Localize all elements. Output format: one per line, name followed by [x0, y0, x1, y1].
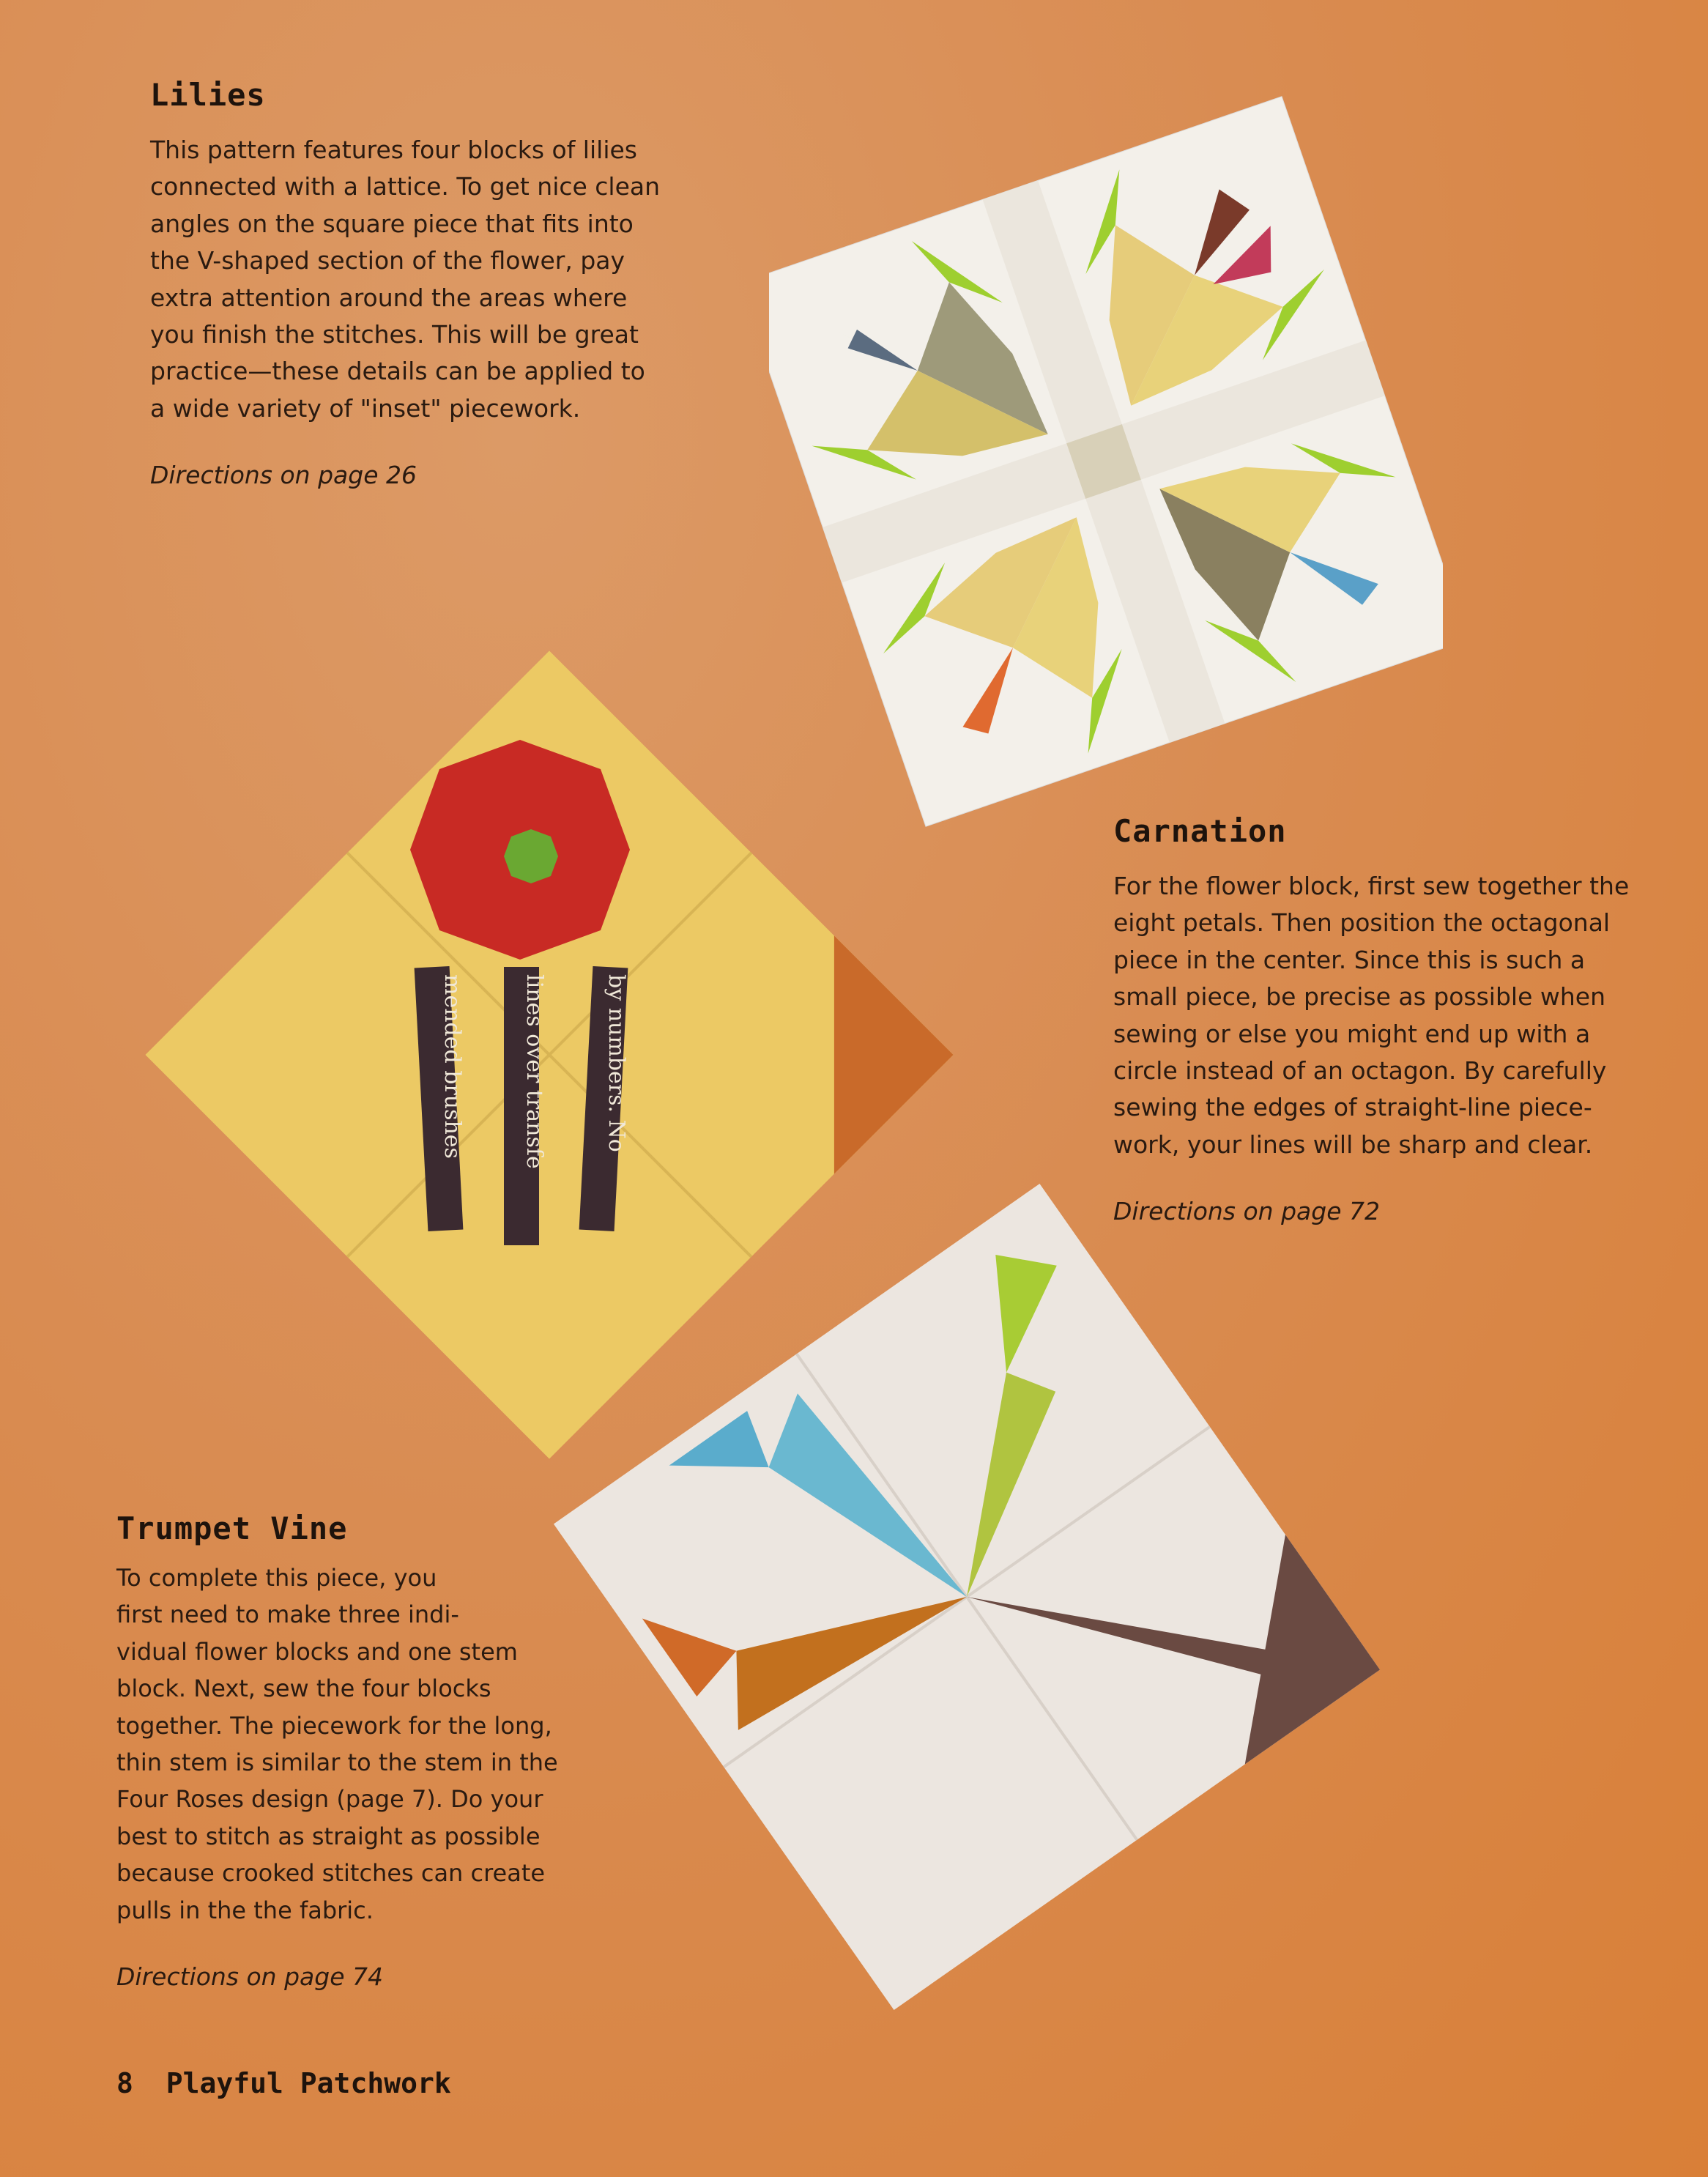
text-line: eight petals. Then position the octagonal: [1113, 908, 1611, 938]
text-line: thin stem is similar to the stem in the: [116, 1748, 558, 1777]
lilies-section: [150, 77, 660, 489]
trumpet-vine-section: [116, 1510, 558, 1991]
text-line: small piece, be precise as possible when: [1113, 982, 1605, 1012]
text-line: This pattern features four blocks of lilies: [150, 136, 637, 164]
text-line: connected with a lattice. To get nice clean: [150, 172, 661, 201]
text-line: pulls in the the fabric.: [116, 1896, 374, 1924]
text-line: piece in the center. Since this is such a: [1113, 945, 1586, 974]
lilies-directions: Directions on page 26: [150, 461, 417, 490]
text-line: because crooked stitches can create: [116, 1859, 546, 1888]
page-number: 8: [116, 2067, 133, 2099]
lilies-description: [150, 132, 660, 427]
trumpet-vine-heading: Trumpet Vine: [116, 1510, 348, 1546]
text-line: best to stitch as straight as possible: [116, 1822, 541, 1850]
text-line: a wide variety of "inset" piecework.: [150, 393, 581, 423]
text-line: block. Next, sew the four blocks: [116, 1675, 491, 1703]
carnation-directions: Directions on page 72: [1113, 1197, 1380, 1226]
text-line: practice—these details can be applied to: [150, 357, 645, 386]
text-line: work, your lines will be sharp and clear.: [1113, 1130, 1593, 1159]
text-line: the V-shaped section of the flower, pay: [150, 246, 625, 275]
text-line: sewing the edges of straight-line piece-: [1113, 1093, 1592, 1122]
text-line: For the flower block, first sew together the: [1113, 872, 1630, 900]
trumpet-vine-description: [116, 1559, 558, 1929]
text-line: To complete this piece, you: [116, 1564, 437, 1592]
lilies-heading: Lilies: [150, 77, 266, 113]
text-line: you finish the stitches. This will be great: [150, 320, 639, 349]
carnation-description: [1113, 868, 1629, 1163]
text-line: Four Roses design (page 7). Do your: [116, 1785, 543, 1814]
octagon-center: [504, 829, 558, 883]
text-line: sewing or else you might end up with a: [1113, 1019, 1591, 1048]
fabric-text-3: mended brushes: [439, 974, 465, 1159]
page-footer: [116, 2067, 451, 2099]
carnation-section: [1113, 813, 1629, 1225]
trumpet-vine-directions: Directions on page 74: [116, 1962, 383, 1992]
text-line: first need to make three indi-: [116, 1601, 459, 1629]
carnation-heading: Carnation: [1113, 813, 1287, 849]
fabric-text-2: lines over transfe: [521, 974, 547, 1169]
trumpet-vine-quilt-block-photo: [527, 1157, 1406, 2036]
fabric-text-1: by numbers. No: [604, 974, 629, 1152]
book-title: Playful Patchwork: [166, 2067, 451, 2099]
text-line: angles on the square piece that fits into: [150, 209, 634, 238]
text-line: vidual flower blocks and one stem: [116, 1637, 518, 1666]
text-line: together. The piecework for the long,: [116, 1711, 552, 1740]
text-line: extra attention around the areas where: [150, 283, 628, 312]
text-line: circle instead of an octagon. By carefully: [1113, 1056, 1607, 1086]
